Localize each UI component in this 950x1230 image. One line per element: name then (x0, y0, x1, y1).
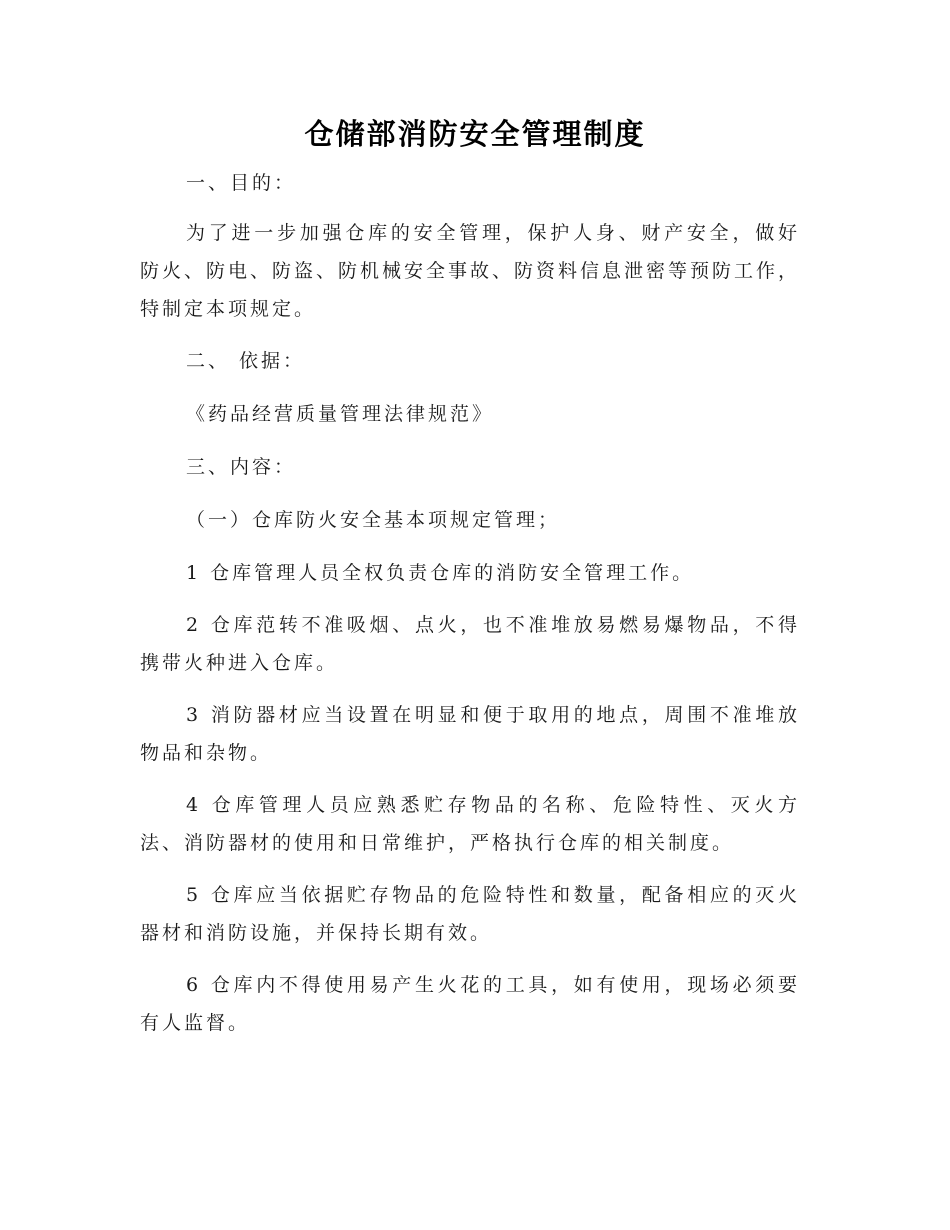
list-item-5: 5 仓库应当依据贮存物品的危险特性和数量，配备相应的灭火器材和消防设施，并保持长期有效。 (140, 884, 800, 944)
section-heading-basis: 二、 依据： (186, 350, 306, 372)
list-item-4: 4 仓库管理人员应熟悉贮存物品的名称、危险特性、灭火方法、消防器材的使用和日常维护，严格执行仓库的相关制度。 (140, 794, 800, 854)
section-heading-content: 三、内容： (186, 456, 297, 478)
document-title: 仓储部消防安全管理制度 (304, 117, 646, 151)
list-item-2: 2 仓库范转不准吸烟、点火，也不准堆放易燃易爆物品，不得携带火种进入仓库。 (140, 614, 800, 674)
paragraph-purpose: 为了进一步加强仓库的安全管理，保护人身、财产安全，做好防火、防电、防盗、防机械安全事故、防资料信息泄密等预防工作，特制定本项规定。 (140, 222, 801, 320)
list-item-3: 3 消防器材应当设置在明显和便于取用的地点，周围不准堆放物品和杂物。 (140, 704, 800, 764)
paragraph-basis: 《药品经营质量管理法律规范》 (186, 403, 495, 425)
list-item-6: 6 仓库内不得使用易产生火花的工具，如有使用，现场必须要有人监督。 (140, 974, 800, 1034)
subsection-heading: （一）仓库防火安全基本项规定管理； (186, 509, 561, 531)
section-heading-purpose: 一、目的： (186, 172, 297, 194)
list-item-1: 1 仓库管理人员全权负责仓库的消防安全管理工作。 (186, 562, 695, 584)
